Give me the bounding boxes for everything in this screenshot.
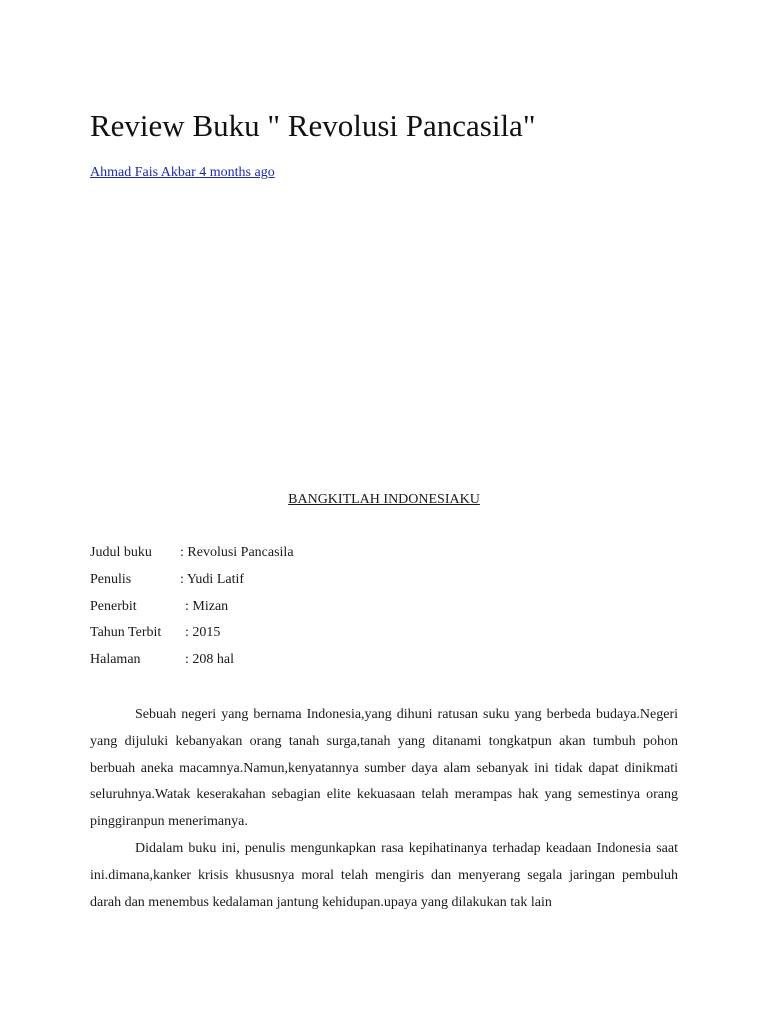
metadata-row-publisher [90,597,229,624]
body-paragraph: Sebuah negeri yang bernama Indonesia,yang dihuni ratusan suku yang berbeda budaya.Negeri yang dijuluki kebanyakan orang tanah surga,tanah yang ditanami tongkatpun akan tumbuh pohon berbuah aneka macamnya.Namun,kenyatannya sumber daya alam sebanyak ini tidak dapat dinikmati seluruhnya.Watak keserakahan sebagian elite kekuasaan telah merampas hak yang semestinya orang pinggiranpun menerimanya. [90,707,678,830]
body-paragraph: Didalam buku ini, penulis mengunkapkan rasa kepihatinanya terhadap keadaan Indonesia saat ini.dimana,kanker krisis khususnya moral telah mengiris dan menyerang segala jaringan pembuluh darah dan menembus kedalaman jantung kehidupan.upaya yang dilakukan tak lain [90,840,678,910]
section-heading: BANGKITLAH INDONESIAKU [288,492,480,507]
metadata-label: Tahun Terbit [90,625,162,641]
metadata-value: : 208 hal [185,652,234,668]
metadata-row-author [90,570,245,597]
metadata-label: Halaman [90,652,141,668]
metadata-label: Judul buku [90,545,152,560]
metadata-value: : Mizan [185,598,229,614]
review-body [90,702,678,916]
author-link[interactable]: Ahmad Fais Akbar [90,165,196,180]
metadata-row-year [90,623,221,650]
metadata-value: : 2015 [185,625,221,641]
metadata-value: : Yudi Latif [180,571,245,587]
byline[interactable] [90,165,275,181]
metadata-value: : Revolusi Pancasila [180,545,294,560]
metadata-row-title [90,543,294,570]
metadata-row-pages [90,650,234,677]
book-metadata [90,543,294,677]
metadata-label: Penulis [90,571,132,587]
post-time-link[interactable]: 4 months ago [199,165,275,180]
page-title: Review Buku " Revolusi Pancasila" [90,108,536,143]
metadata-label: Penerbit [90,598,137,614]
